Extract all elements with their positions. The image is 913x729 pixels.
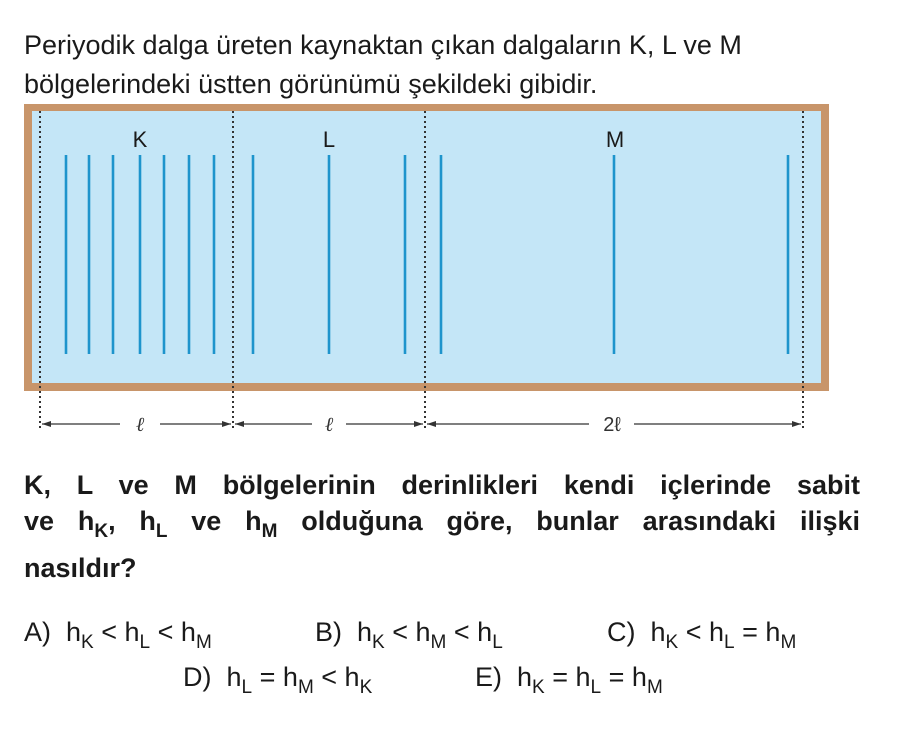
subscript: L xyxy=(590,677,602,698)
subscript: K xyxy=(81,632,94,653)
dim-arrow-M-right xyxy=(792,421,801,427)
h-symbol: h xyxy=(415,617,431,647)
subscript: M xyxy=(646,677,663,698)
h-symbol: h xyxy=(765,617,781,647)
dim-arrow-M-left xyxy=(427,421,436,427)
tank-water xyxy=(32,111,821,383)
operator: = xyxy=(544,662,576,692)
subscript: M xyxy=(430,632,447,653)
question-line-2 xyxy=(24,503,860,550)
dim-arrow-K-left xyxy=(42,421,51,427)
operator: < xyxy=(150,617,181,647)
subscript: L xyxy=(139,632,151,653)
question-text-part: ve h xyxy=(24,506,95,536)
h-symbol: h xyxy=(709,617,725,647)
subscript: K xyxy=(532,677,545,698)
h-symbol: h xyxy=(282,662,298,692)
operator: < xyxy=(313,662,345,692)
operator: = xyxy=(734,617,766,647)
option-b[interactable] xyxy=(315,617,503,654)
dim-arrow-K-right xyxy=(222,421,231,427)
option-label: A) xyxy=(24,617,51,647)
question-text-part: ve h xyxy=(167,506,262,536)
h-symbol: h xyxy=(66,617,82,647)
dim-label-L: ℓ xyxy=(324,412,334,436)
subscript: K xyxy=(359,677,373,698)
dim-label-M: 2ℓ xyxy=(603,414,621,436)
h-symbol: h xyxy=(631,662,647,692)
subscript-L: L xyxy=(155,521,168,542)
subscript: L xyxy=(241,677,253,698)
h-symbol: h xyxy=(650,617,666,647)
question-line-3: nasıldır? xyxy=(24,553,137,583)
option-label: C) xyxy=(607,617,636,647)
intro-line-2: bölgelerindeki üstten görünümü şekildeki gibidir. xyxy=(24,69,598,99)
operator: < xyxy=(384,617,416,647)
region-label-L: L xyxy=(322,127,336,152)
question-text xyxy=(24,467,860,586)
subscript: K xyxy=(665,632,679,653)
h-symbol: h xyxy=(226,662,242,692)
question-text-part: olduğuna göre, bunlar arasındaki ilişki xyxy=(277,506,861,536)
subscript: K xyxy=(372,632,385,653)
region-label-M: M xyxy=(605,127,625,152)
operator: < xyxy=(678,617,710,647)
option-label: E) xyxy=(475,662,502,692)
dim-arrow-L-left xyxy=(235,421,244,427)
subscript: M xyxy=(297,677,314,698)
h-symbol: h xyxy=(180,617,196,647)
subscript-M: M xyxy=(261,521,278,542)
question-line-1: K, L ve M bölgelerinin derinlikleri kendi içlerinde sabit xyxy=(24,470,860,500)
dim-label-K: ℓ xyxy=(135,412,145,436)
question-text-part: , h xyxy=(108,506,156,536)
option-label: D) xyxy=(183,662,212,692)
intro-line-1: Periyodik dalga üreten kaynaktan çıkan dalgaların K, L ve M xyxy=(24,30,742,60)
subscript-K: K xyxy=(94,521,109,542)
region-label-K: K xyxy=(132,127,148,152)
operator: = xyxy=(252,662,283,692)
h-symbol: h xyxy=(477,617,493,647)
subscript: M xyxy=(780,632,797,653)
option-a[interactable] xyxy=(24,617,212,654)
h-symbol: h xyxy=(575,662,591,692)
h-symbol: h xyxy=(124,617,140,647)
subscript: L xyxy=(724,632,735,653)
h-symbol: h xyxy=(357,617,373,647)
h-symbol: h xyxy=(517,662,533,692)
operator: < xyxy=(446,617,478,647)
subscript: L xyxy=(492,632,503,653)
option-d[interactable] xyxy=(183,662,372,699)
option-label: B) xyxy=(315,617,342,647)
option-c[interactable] xyxy=(607,617,796,654)
dim-arrow-L-right xyxy=(414,421,423,427)
operator: < xyxy=(93,617,125,647)
operator: = xyxy=(601,662,632,692)
option-e[interactable] xyxy=(475,662,663,699)
h-symbol: h xyxy=(344,662,360,692)
subscript: M xyxy=(195,632,212,653)
